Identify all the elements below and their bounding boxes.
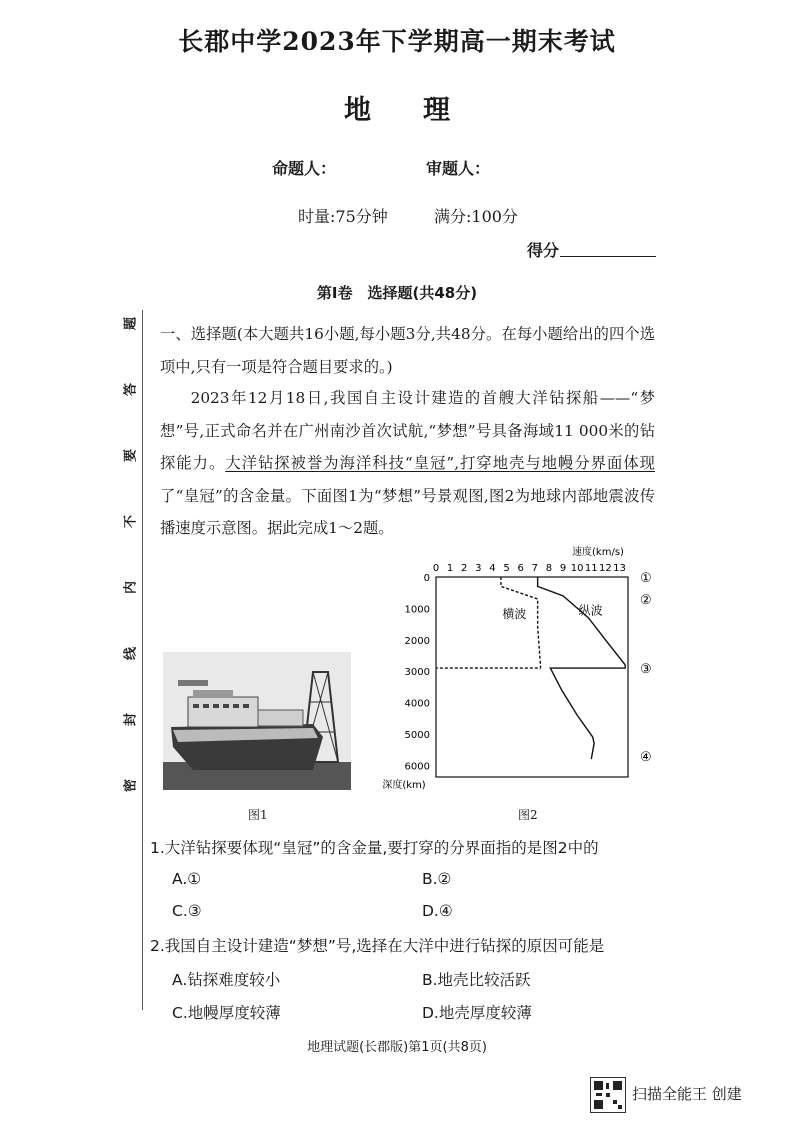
- exam-title: 长郡中学2023年下学期高一期末考试: [178, 27, 616, 56]
- margin-char: 答: [123, 383, 139, 397]
- x-tick-label: 11: [584, 563, 598, 574]
- question-1-option-b: B.②: [422, 870, 452, 888]
- x-tick-label: 1: [446, 563, 454, 574]
- boundary-marker: ④: [640, 749, 652, 765]
- section-title: 第Ⅰ卷 选择题(共48分): [316, 284, 478, 302]
- y-tick-labels: [405, 573, 430, 772]
- margin-char: 密: [123, 779, 139, 793]
- seal-margin: [118, 300, 140, 1020]
- time-label: 时量:75分钟: [298, 207, 388, 226]
- boundary-marker: ②: [640, 592, 652, 608]
- margin-char: 内: [123, 581, 139, 595]
- passage-underlined: 大洋钻探被誉为海洋科技“皇冠”,打穿地壳与地幔分界面体现: [225, 454, 655, 472]
- margin-char: 封: [123, 713, 139, 727]
- ship-photo: [163, 652, 351, 790]
- series-label-s-wave: 横波: [502, 606, 527, 621]
- y-tick-label: 1000: [404, 604, 430, 616]
- y-tick-label: 4000: [404, 698, 430, 710]
- x-tick-label: 8: [545, 563, 553, 574]
- fig2-caption: 图2: [518, 808, 538, 822]
- margin-char: 要: [123, 449, 139, 463]
- subject-char-1: 地: [344, 95, 371, 126]
- boundary-marker: ①: [640, 571, 652, 586]
- x-tick-label: 12: [599, 563, 612, 574]
- scanner-watermark: 扫描全能王 创建: [632, 1085, 742, 1103]
- x-tick-label: 3: [475, 563, 482, 574]
- question-2-option-a: A.钻探难度较小: [172, 971, 281, 989]
- x-tick-label: 7: [531, 563, 539, 574]
- x-tick-label: 10: [570, 563, 584, 574]
- x-tick-label: 2: [461, 563, 468, 574]
- section-instructions: 一、选择题(本大题共16小题,每小题3分,共48分。在每小题给出的四个选项中,只有一项是符合题目要求的。): [160, 325, 655, 376]
- boundary-markers: [640, 571, 652, 765]
- x-tick-label: 9: [559, 563, 567, 574]
- x-tick-label: 13: [613, 563, 626, 574]
- question-2-option-c: C.地幔厚度较薄: [172, 1004, 281, 1022]
- subject-char-2: 理: [423, 95, 450, 126]
- fig1-caption: 图1: [248, 808, 268, 822]
- y-tick-label: 6000: [404, 761, 430, 773]
- passage-part-3: 了“皇冠”的含金量。下面图1为“梦想”号景观图,图2为地球内部地震波传播速度示意图。据此完成1～2题。: [160, 486, 655, 537]
- question-1-option-c: C.③: [172, 902, 202, 920]
- x-tick-label: 4: [489, 563, 496, 574]
- question-2-option-b: B.地壳比较活跃: [422, 971, 531, 989]
- boundary-marker: ③: [640, 662, 652, 678]
- y-tick-label: 0: [423, 573, 430, 584]
- passage: [160, 382, 655, 545]
- margin-char: 线: [123, 647, 139, 661]
- x-tick-label: 5: [503, 563, 510, 574]
- s-wave-line: [436, 577, 540, 668]
- series-label-p-wave: 纵波: [578, 603, 603, 618]
- question-2-option-d: D.地壳厚度较薄: [422, 1004, 532, 1022]
- setter-label: 命题人：: [272, 159, 337, 178]
- question-2-stem: 2.我国自主设计建造“梦想”号,选择在大洋中进行钻探的原因可能是: [150, 937, 605, 955]
- question-1-option-d: D.④: [422, 902, 453, 920]
- x-tick-label: 6: [517, 563, 524, 574]
- drilling-ship-image: [163, 652, 351, 790]
- margin-char: 不: [123, 515, 139, 529]
- binding-line: [142, 310, 143, 1010]
- x-tick-labels: [433, 563, 626, 574]
- y-tick-label: 3000: [404, 667, 430, 679]
- seismic-wave-chart: [370, 540, 670, 790]
- x-tick-label: 0: [432, 563, 440, 574]
- question-1-stem: 1.大洋钻探要体现“皇冠”的含金量,要打穿的分界面指的是图2中的: [150, 839, 599, 857]
- x-axis-label: 速度(km/s): [572, 547, 624, 558]
- scanner-logo-icon: [590, 1077, 626, 1113]
- full-score-label: 满分:100分: [434, 207, 518, 226]
- passage-part-1: 2023年12月18日,我国自主设计建造的首艘大洋钻探船——“梦想”号,正式命名并在广州南沙首次试航,“梦想”号具备海域11 000米的钻探能力。: [160, 389, 655, 472]
- y-tick-label: 2000: [404, 635, 430, 647]
- score-label: 得分: [527, 241, 560, 260]
- subject-title: [0, 88, 794, 127]
- score-blank-line: [560, 256, 656, 257]
- question-1-option-a: A.①: [172, 870, 202, 888]
- y-axis-label: 深度(km): [382, 780, 426, 790]
- y-tick-label: 5000: [404, 729, 430, 741]
- page-footer: 地理试题(长郡版)第1页(共8页): [307, 1040, 487, 1055]
- reviewer-label: 审题人：: [426, 159, 491, 178]
- margin-char: 题: [123, 317, 139, 331]
